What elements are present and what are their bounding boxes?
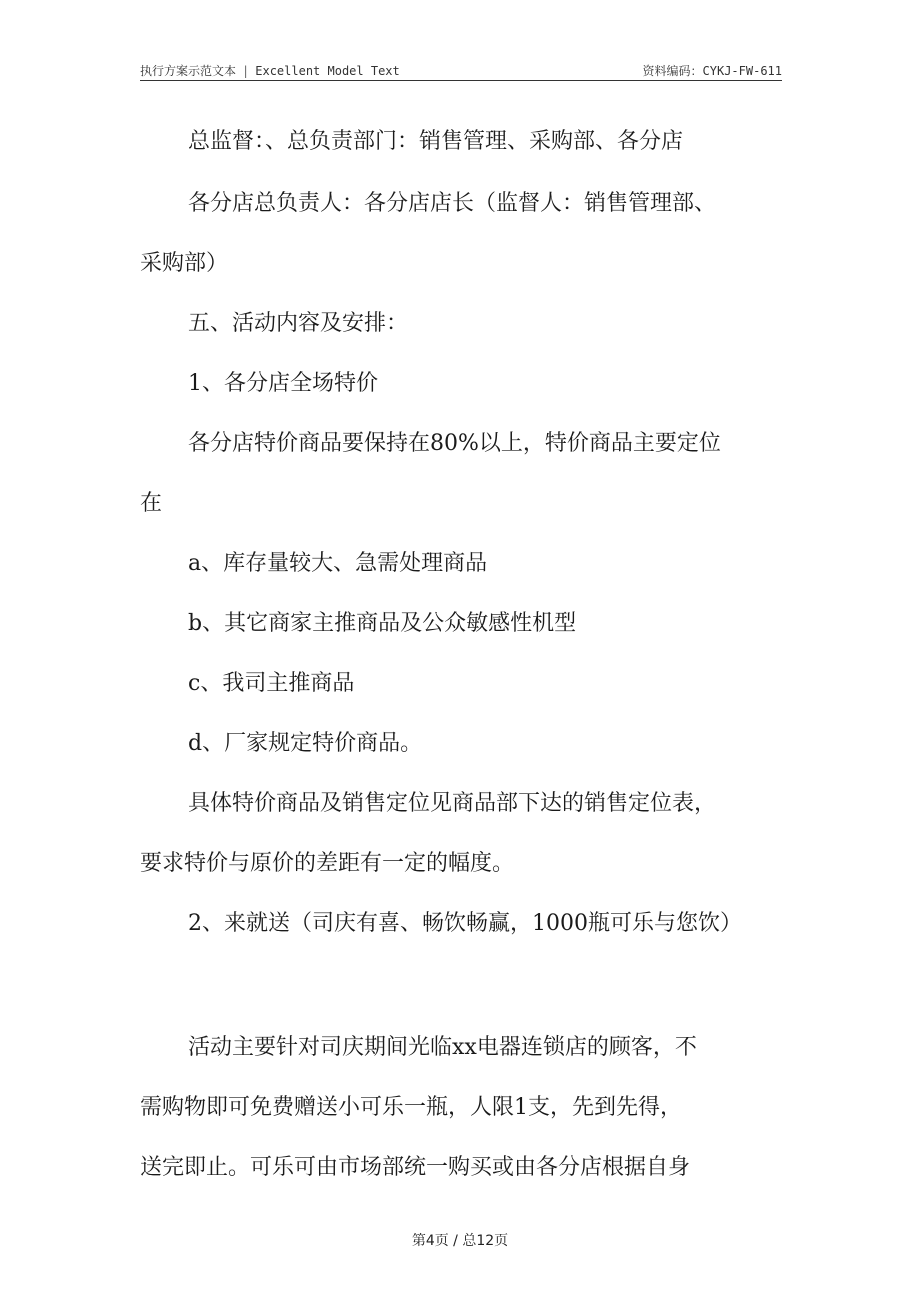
paragraph-line: 具体特价商品及销售定位见商品部下达的销售定位表， [188,791,717,816]
page-header [140,62,782,81]
list-item: a、库存量较大、急需处理商品 [188,551,488,576]
header-left [140,62,400,79]
paragraph-line: 各分店总负责人：各分店店长（监督人：销售管理部、 [188,191,717,216]
paragraph-line: 活动主要针对司庆期间光临xx电器连锁店的顾客，不 [188,1035,697,1060]
list-item: d、厂家规定特价商品。 [188,731,423,756]
paragraph-line: 需购物即可免费赠送小可乐一瓶，人限1支，先到先得， [140,1095,682,1120]
paragraph-line: 总监督：、总负责部门：销售管理、采购部、各分店 [188,129,684,154]
document-code: 资料编码：CYKJ-FW-611 [642,64,782,78]
list-item: c、我司主推商品 [188,671,355,696]
paragraph-line: 要求特价与原价的差距有一定的幅度。 [140,851,515,876]
item-heading: 2、来就送（司庆有喜、畅饮畅赢，1000瓶可乐与您饮） [188,911,742,936]
paragraph-line: 在 [140,491,163,516]
header-title-cn: 执行方案示范文本 [140,64,237,78]
section-heading: 五、活动内容及安排： [188,311,409,336]
header-separator: | [242,63,250,78]
item-heading: 1、各分店全场特价 [188,371,378,396]
paragraph-line: 各分店特价商品要保持在80%以上，特价商品主要定位 [188,431,721,456]
page-footer [0,1230,920,1250]
header-title-en: Excellent Model Text [255,63,400,78]
list-item: b、其它商家主推商品及公众敏感性机型 [188,611,577,636]
paragraph-line: 送完即止。可乐可由市场部统一购买或由各分店根据自身 [140,1155,691,1180]
page-number: 第4页 / 总12页 [411,1233,509,1249]
paragraph-line: 采购部） [140,251,229,276]
